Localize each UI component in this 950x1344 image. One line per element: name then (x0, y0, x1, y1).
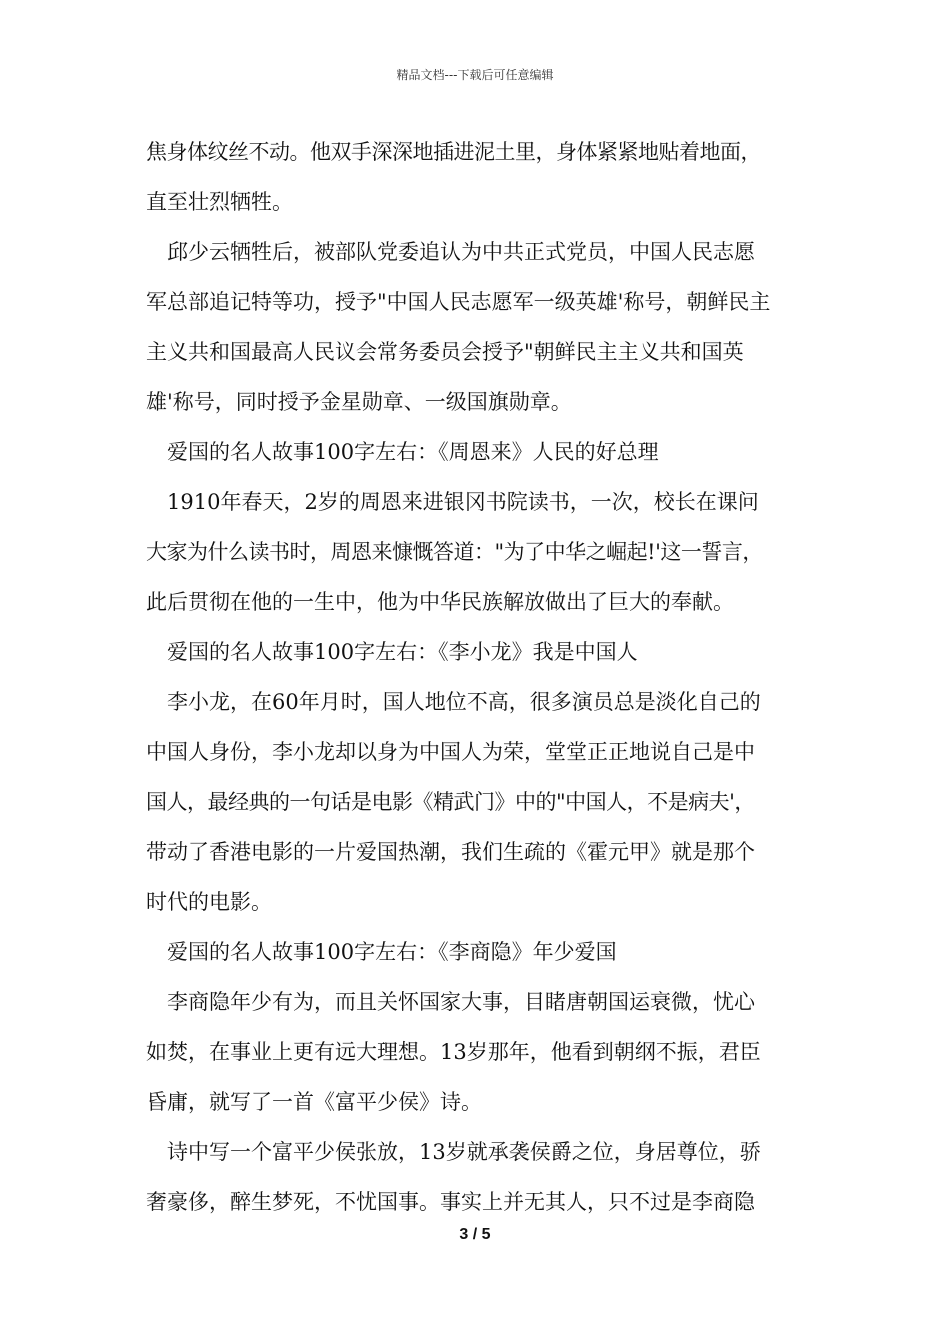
text-line: 奢豪侈，醉生梦死，不忧国事。事实上并无其人，只不过是李商隐 (146, 1190, 755, 1214)
text-line: 带动了香港电影的一片爱国热潮，我们生疏的《霍元甲》就是那个 (146, 840, 755, 864)
text-line: 李小龙，在60年月时，国人地位不高，很多演员总是淡化自己的 (167, 690, 761, 714)
section-heading: 爱国的名人故事100字左右：《周恩来》人民的好总理 (167, 440, 659, 464)
text-line: 邱少云牺牲后，被部队党委追认为中共正式党员，中国人民志愿 (167, 240, 755, 264)
page-number: 3 / 5 (459, 1226, 491, 1243)
text-line: 大家为什么读书时，周恩来慷慨答道："为了中华之崛起!'这一誓言， (146, 540, 763, 564)
text-line: 焦身体纹丝不动。他双手深深地插进泥土里，身体紧紧地贴着地面， (146, 140, 761, 164)
text-line: 雄'称号，同时授予金星勋章、一级国旗勋章。 (146, 390, 572, 414)
text-line: 如焚，在事业上更有远大理想。13岁那年，他看到朝纲不振，君臣 (146, 1040, 761, 1064)
text-line: 1910年春天，2岁的周恩来进银冈书院读书，一次，校长在课问 (167, 490, 759, 514)
text-line: 中国人身份，李小龙却以身为中国人为荣，堂堂正正地说自己是中 (146, 740, 755, 764)
text-line: 此后贯彻在他的一生中，他为中华民族解放做出了巨大的奉献。 (146, 590, 734, 614)
page-header: 精品文档---下载后可任意编辑 (396, 68, 554, 82)
text-line: 诗中写一个富平少侯张放，13岁就承袭侯爵之位，身居尊位，骄 (167, 1140, 761, 1164)
text-line: 主义共和国最高人民议会常务委员会授予"朝鲜民主主义共和国英 (146, 340, 744, 364)
section-heading: 爱国的名人故事100字左右：《李小龙》我是中国人 (167, 640, 638, 664)
text-line: 军总部追记特等功，授予"中国人民志愿军一级英雄'称号，朝鲜民主 (146, 290, 771, 314)
text-line: 国人，最经典的一句话是电影《精武门》中的"中国人，不是病夫'， (146, 790, 755, 814)
text-line: 昏庸，就写了一首《富平少侯》诗。 (146, 1090, 482, 1114)
text-line: 直至壮烈牺牲。 (146, 190, 293, 214)
text-line: 李商隐年少有为，而且关怀国家大事，目睹唐朝国运衰微，忧心 (167, 990, 755, 1014)
section-heading: 爱国的名人故事100字左右：《李商隐》年少爱国 (167, 940, 617, 964)
document-body (146, 127, 818, 1227)
text-line: 时代的电影。 (146, 890, 272, 914)
